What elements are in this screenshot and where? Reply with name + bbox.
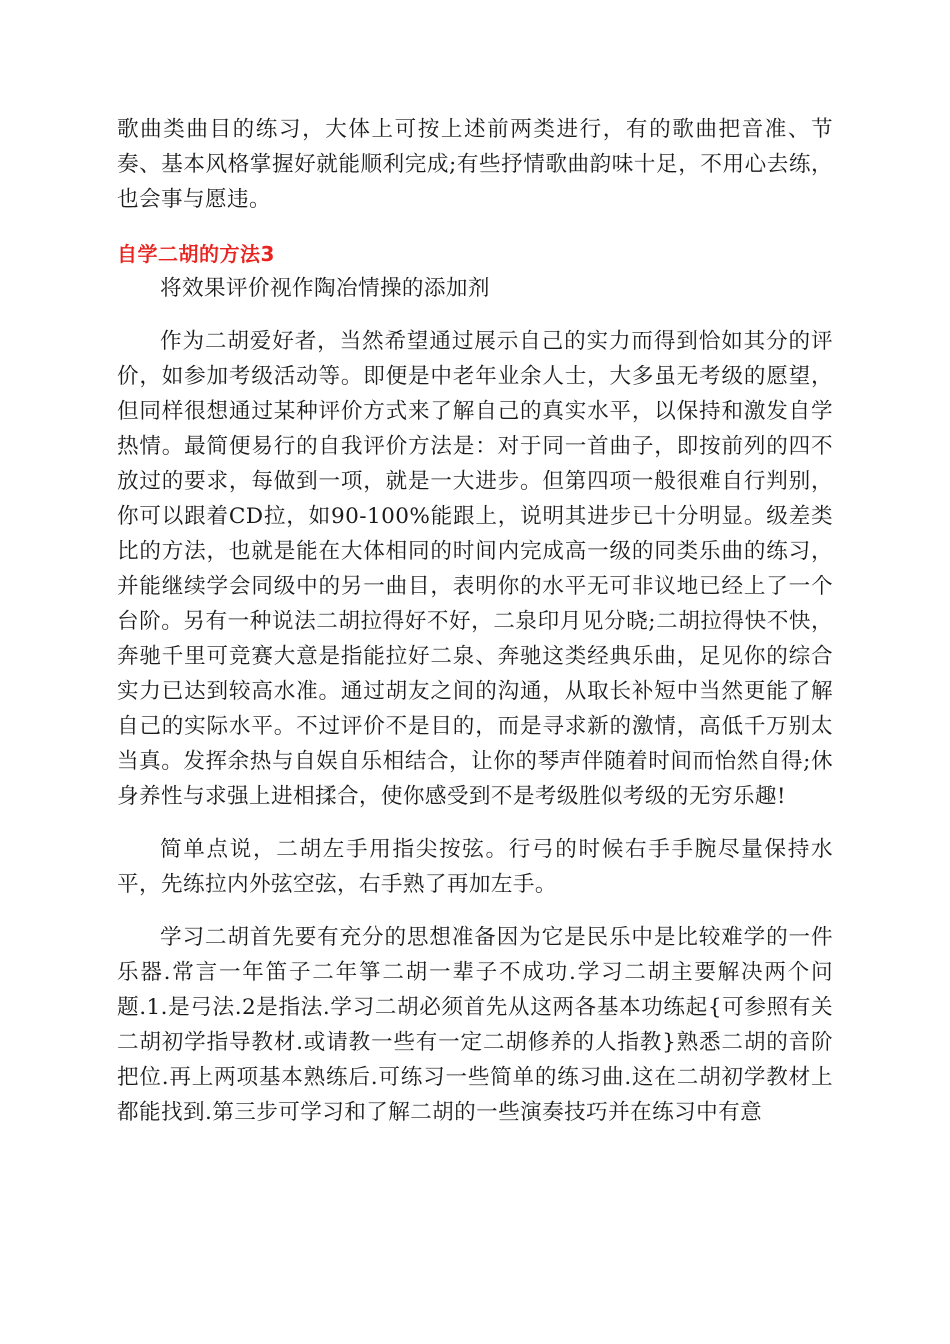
paragraph-simple: 简单点说，二胡左手用指尖按弦。行弓的时候右手手腕尽量保持水平，先练拉内外弦空弦，右手熟了再加左手。 xyxy=(117,837,833,897)
spacer xyxy=(117,217,833,237)
document-body xyxy=(117,112,833,1130)
spacer xyxy=(117,814,833,832)
spacer xyxy=(117,306,833,324)
paragraph-intro: 歌曲类曲目的练习，大体上可按上述前两类进行，有的歌曲把音准、节奏、基本风格掌握好就能顺利完成;有些抒情歌曲韵味十足，不用心去练，也会事与愿违。 xyxy=(117,117,833,212)
section-subtitle: 将效果评价视作陶冶情操的添加剂 xyxy=(160,276,490,301)
section-heading: 自学二胡的方法3 xyxy=(117,242,275,266)
paragraph-learning: 学习二胡首先要有充分的思想准备因为它是民乐中是比较难学的一件乐器.常言一年笛子二年箏二胡一辈子不成功.学习二胡主要解决两个问题.1.是弓法.2是指法.学习二胡必须首先从这两各基本功练起{可参照有关二胡初学指导教材.或请教一些有一定二胡修养的人指教}熟悉二胡的音阶把位.再上两项基本熟练后.可练习一些简单的练习曲.这在二胡初学教材上都能找到.第三步可学习和了解二胡的一些演奏技巧并在练习中有意 xyxy=(117,925,833,1125)
paragraph-evaluation: 作为二胡爱好者，当然希望通过展示自己的实力而得到恰如其分的评价，如参加考级活动等。即便是中老年业余人士，大多虽无考级的愿望，但同样很想通过某种评价方式来了解自己的真实水平，以保持和激发自学热情。最简便易行的自我评价方法是：对于同一首曲子，即按前列的四不放过的要求，每做到一项，就是一大进步。但第四项一般很难自行判别，你可以跟着CD拉，如90-100%能跟上，说明其进步已十分明显。级差类比的方法，也就是能在大体相同的时间内完成高一级的同类乐曲的练习，并能继续学会同级中的另一曲目，表明你的水平无可非议地已经上了一个台阶。另有一种说法二胡拉得好不好，二泉印月见分晓;二胡拉得快不快，奔驰千里可竞赛大意是指能拉好二泉、奔驰这类经典乐曲，足见你的综合实力已达到较高水准。通过胡友之间的沟通，从取长补短中当然更能了解自己的实际水平。不过评价不是目的，而是寻求新的激情，高低千万别太当真。发挥余热与自娱自乐相结合，让你的琴声伴随着时间而怡然自得;休身养性与求强上进相揉合，使你感受到不是考级胜似考级的无穷乐趣! xyxy=(117,329,833,809)
spacer xyxy=(117,902,833,920)
